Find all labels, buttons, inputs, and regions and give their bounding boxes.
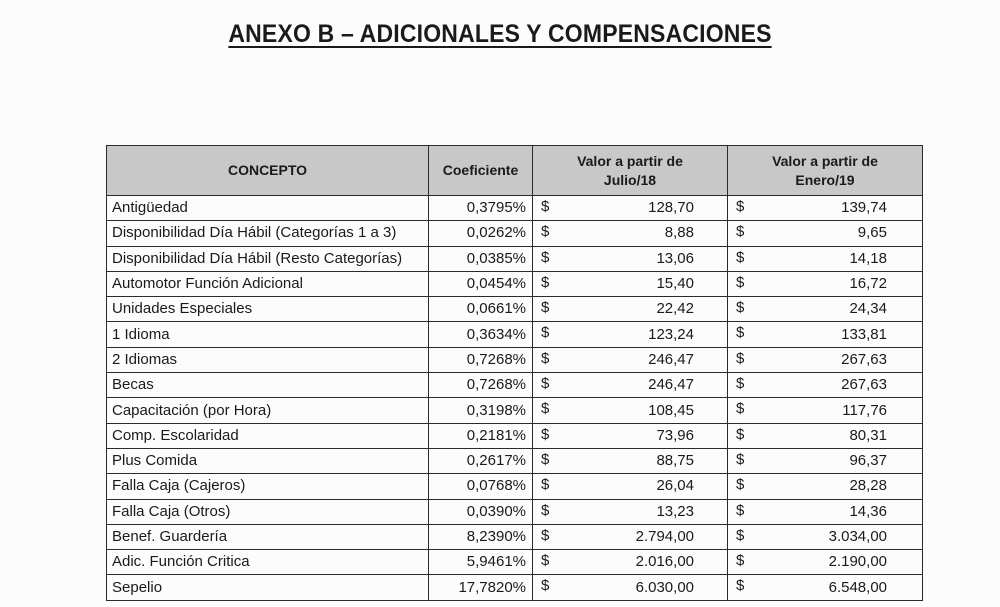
table-row [107, 271, 923, 296]
header-valor-enero [728, 146, 923, 196]
currency-symbol: $ [541, 273, 550, 291]
amount-julio: 26,04 [656, 477, 694, 495]
amount-julio: 22,42 [656, 300, 694, 318]
cell-valor-enero [728, 196, 923, 221]
currency-symbol: $ [541, 526, 550, 544]
amount-julio: 15,40 [656, 275, 694, 293]
table-row [107, 550, 923, 575]
currency-symbol: $ [736, 273, 745, 291]
table-row [107, 398, 923, 423]
cell-concepto: Comp. Escolaridad [107, 423, 429, 448]
cell-coeficiente: 0,0385% [429, 246, 533, 271]
currency-symbol: $ [736, 400, 745, 418]
cell-valor-enero [728, 575, 923, 600]
currency-symbol: $ [541, 501, 550, 519]
currency-symbol: $ [736, 198, 745, 215]
currency-symbol: $ [541, 425, 550, 443]
currency-symbol: $ [541, 476, 550, 494]
table-row [107, 499, 923, 524]
amount-enero: 2.190,00 [828, 553, 887, 571]
cell-valor-julio [533, 347, 728, 372]
amount-julio: 8,88 [664, 224, 694, 242]
currency-symbol: $ [736, 299, 745, 317]
cell-valor-enero [728, 221, 923, 246]
cell-concepto: Sepelio [107, 575, 429, 600]
cell-valor-enero [728, 271, 923, 296]
cell-coeficiente: 0,3634% [429, 322, 533, 347]
cell-coeficiente: 0,7268% [429, 373, 533, 398]
cell-concepto: 2 Idiomas [107, 347, 429, 372]
cell-valor-julio [533, 524, 728, 549]
table-row [107, 448, 923, 473]
amount-julio: 13,23 [656, 502, 694, 520]
currency-symbol: $ [736, 248, 745, 266]
currency-symbol: $ [736, 552, 745, 570]
table-row [107, 373, 923, 398]
amount-julio: 246,47 [648, 350, 694, 368]
cell-valor-enero [728, 398, 923, 423]
table-row [107, 575, 923, 600]
amount-julio: 88,75 [656, 452, 694, 470]
cell-valor-enero [728, 550, 923, 575]
amount-julio: 2.794,00 [635, 528, 694, 545]
cell-coeficiente: 5,9461% [429, 550, 533, 575]
cell-valor-julio [533, 246, 728, 271]
cell-concepto: Falla Caja (Cajeros) [107, 474, 429, 499]
table-row [107, 423, 923, 448]
currency-symbol: $ [541, 577, 550, 595]
amount-enero: 28,28 [849, 477, 887, 495]
currency-symbol: $ [541, 324, 550, 342]
currency-symbol: $ [541, 450, 550, 468]
currency-symbol: $ [736, 349, 745, 367]
currency-symbol: $ [736, 501, 745, 519]
currency-symbol: $ [736, 476, 745, 494]
cell-coeficiente: 0,2181% [429, 423, 533, 448]
cell-concepto: Unidades Especiales [107, 297, 429, 322]
amount-enero: 96,37 [849, 452, 887, 470]
currency-symbol: $ [736, 450, 745, 468]
amount-enero: 9,65 [857, 224, 887, 242]
currency-symbol: $ [541, 349, 550, 367]
cell-coeficiente: 8,2390% [429, 524, 533, 549]
currency-symbol: $ [736, 526, 745, 544]
cell-valor-julio [533, 373, 728, 398]
currency-symbol: $ [736, 577, 745, 595]
cell-valor-julio [533, 423, 728, 448]
amount-enero: 3.034,00 [828, 528, 887, 545]
currency-symbol: $ [541, 198, 550, 215]
header-concepto: CONCEPTO [107, 146, 429, 196]
amount-julio: 73,96 [656, 426, 694, 444]
currency-symbol: $ [736, 223, 745, 241]
amount-enero: 267,63 [841, 376, 887, 394]
table-row [107, 524, 923, 549]
currency-symbol: $ [541, 375, 550, 393]
cell-valor-enero [728, 373, 923, 398]
cell-valor-julio [533, 271, 728, 296]
cell-coeficiente: 0,3795% [429, 196, 533, 221]
header-coeficiente: Coeficiente [429, 146, 533, 196]
cell-valor-julio [533, 499, 728, 524]
document-title-text: ANEXO B – ADICIONALES Y COMPENSACIONES [228, 20, 772, 48]
amount-julio: 13,06 [656, 249, 694, 267]
cell-coeficiente: 0,0768% [429, 474, 533, 499]
amount-julio: 2.016,00 [635, 553, 694, 571]
header-valor-julio-line1: Valor a partir de [577, 152, 683, 169]
currency-symbol: $ [736, 375, 745, 393]
cell-valor-julio [533, 448, 728, 473]
currency-symbol: $ [541, 400, 550, 418]
header-valor-enero-line2: Enero/19 [795, 171, 855, 188]
cell-concepto: Plus Comida [107, 448, 429, 473]
cell-concepto: Disponibilidad Día Hábil (Categorías 1 a 3) [107, 221, 429, 246]
amount-julio: 246,47 [648, 376, 694, 394]
table-row [107, 196, 923, 221]
cell-concepto: Adic. Función Critica [107, 550, 429, 575]
cell-concepto: Becas [107, 373, 429, 398]
header-valor-julio [533, 146, 728, 196]
cell-valor-julio [533, 575, 728, 600]
cell-concepto: Automotor Función Adicional [107, 271, 429, 296]
compensation-table [106, 145, 923, 601]
table-row [107, 347, 923, 372]
amount-enero: 14,18 [849, 249, 887, 267]
currency-symbol: $ [736, 324, 745, 342]
document-title [40, 20, 960, 49]
cell-concepto: 1 Idioma [107, 322, 429, 347]
amount-enero: 14,36 [849, 502, 887, 520]
cell-coeficiente: 0,0661% [429, 297, 533, 322]
header-valor-enero-line1: Valor a partir de [772, 152, 878, 169]
amount-julio: 108,45 [648, 401, 694, 419]
cell-coeficiente: 0,7268% [429, 347, 533, 372]
cell-valor-julio [533, 474, 728, 499]
cell-valor-julio [533, 297, 728, 322]
cell-concepto: Falla Caja (Otros) [107, 499, 429, 524]
cell-coeficiente: 17,7820% [429, 575, 533, 600]
amount-enero: 139,74 [841, 199, 887, 217]
table-row [107, 322, 923, 347]
cell-concepto: Disponibilidad Día Hábil (Resto Categorías) [107, 246, 429, 271]
amount-enero: 117,76 [842, 401, 887, 419]
cell-valor-enero [728, 322, 923, 347]
cell-concepto: Capacitación (por Hora) [107, 398, 429, 423]
amount-enero: 24,34 [849, 300, 887, 318]
currency-symbol: $ [541, 248, 550, 266]
cell-coeficiente: 0,2617% [429, 448, 533, 473]
cell-coeficiente: 0,3198% [429, 398, 533, 423]
amount-enero: 267,63 [841, 350, 887, 368]
amount-enero: 133,81 [841, 325, 887, 343]
cell-valor-enero [728, 524, 923, 549]
cell-valor-enero [728, 474, 923, 499]
amount-julio: 123,24 [648, 325, 694, 343]
cell-coeficiente: 0,0262% [429, 221, 533, 246]
amount-julio: 128,70 [648, 199, 694, 217]
currency-symbol: $ [541, 552, 550, 570]
amount-julio: 6.030,00 [635, 578, 694, 596]
cell-valor-julio [533, 398, 728, 423]
amount-enero: 6.548,00 [828, 578, 887, 596]
cell-valor-julio [533, 196, 728, 221]
cell-valor-enero [728, 246, 923, 271]
cell-concepto: Benef. Guardería [107, 524, 429, 549]
cell-coeficiente: 0,0454% [429, 271, 533, 296]
amount-enero: 80,31 [849, 426, 887, 444]
cell-valor-julio [533, 550, 728, 575]
amount-enero: 16,72 [849, 275, 887, 293]
table-body [107, 196, 923, 601]
cell-coeficiente: 0,0390% [429, 499, 533, 524]
table-header-row [107, 146, 923, 196]
cell-valor-enero [728, 347, 923, 372]
currency-symbol: $ [541, 223, 550, 241]
header-valor-julio-line2: Julio/18 [603, 171, 657, 188]
cell-valor-enero [728, 423, 923, 448]
cell-valor-enero [728, 448, 923, 473]
table-row [107, 474, 923, 499]
cell-valor-enero [728, 297, 923, 322]
cell-valor-enero [728, 499, 923, 524]
table-row [107, 297, 923, 322]
cell-valor-julio [533, 322, 728, 347]
currency-symbol: $ [541, 299, 550, 317]
table-row [107, 246, 923, 271]
currency-symbol: $ [736, 425, 745, 443]
table-row [107, 221, 923, 246]
cell-concepto: Antigüedad [107, 196, 429, 221]
cell-valor-julio [533, 221, 728, 246]
